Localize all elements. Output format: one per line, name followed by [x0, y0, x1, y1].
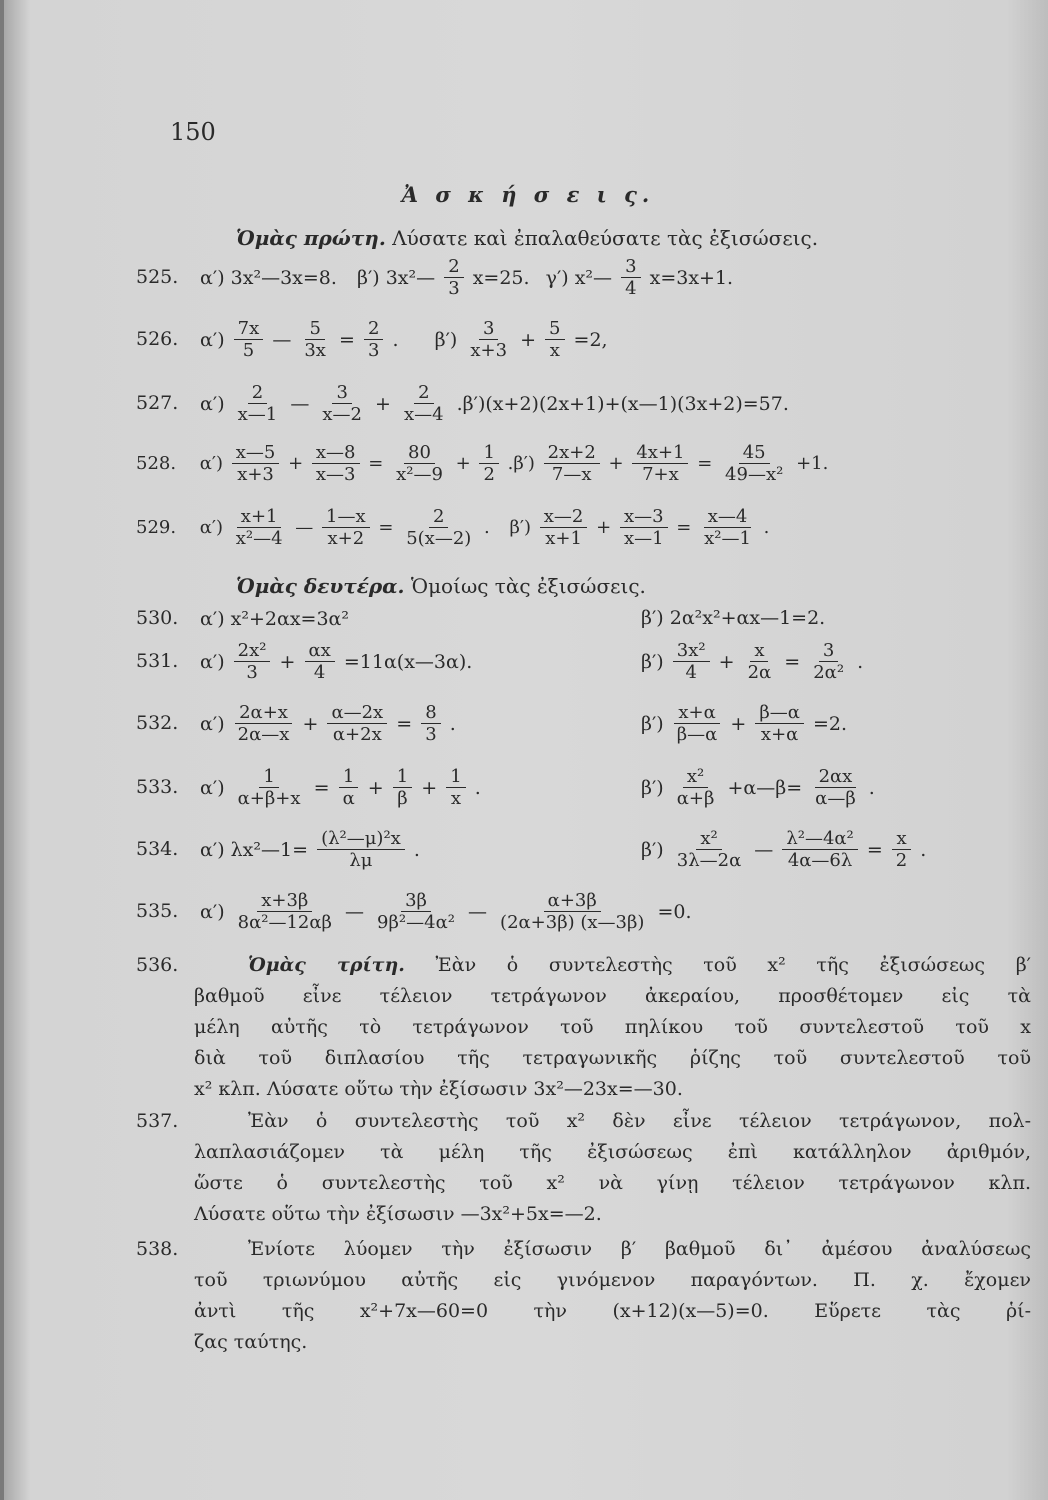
exercise-525 [136, 256, 1028, 299]
exercise-number: 529. [136, 516, 177, 538]
fraction: $\frac{1}{2}$ [479, 442, 498, 485]
exercise-number: 538. [136, 1238, 179, 1260]
exercise-number: 528. [136, 452, 177, 474]
exercise-532 [136, 702, 1028, 745]
part-c-prefix: γ′) x²— [545, 266, 613, 289]
page-number: 150 [170, 118, 216, 146]
exercise-527 [136, 382, 1028, 425]
part-b-label: β′) [641, 712, 664, 735]
fraction: $\frac{1}{\alpha}$ [339, 766, 359, 809]
part-b-label: β′) [509, 517, 532, 538]
group-one-label: Ὁμὰς πρώτη. [236, 226, 386, 250]
fraction: $\frac{x—8}{x—3}$ [312, 442, 360, 485]
operator: + [288, 453, 304, 474]
fraction: $\frac{2}{5(x—2)}$ [406, 506, 472, 549]
group-two-text: Ὁμοίως τὰς ἐξισώσεις. [410, 574, 646, 598]
exercise-number: 525. [136, 265, 179, 288]
fraction: $\frac{2\alpha+x}{2\alpha—x}$ [234, 702, 294, 745]
exercise-530 [136, 607, 1028, 630]
part-b-label: β′) [641, 650, 664, 673]
fraction: $\frac{5}{3x}$ [304, 318, 326, 361]
part-a-suffix: =11α(x—3α). [343, 650, 473, 673]
exercise-534 [136, 828, 1028, 871]
text-line: τοῦ τριωνύμου αὐτῆς εἰς γινόμενον παραγόντων. Π. χ. ἔχομεν [194, 1269, 1031, 1291]
group-two-heading [236, 574, 646, 598]
operator: + [375, 392, 391, 415]
exercise-531 [136, 640, 1028, 683]
operator: = [396, 712, 413, 735]
fraction: $\frac{\text{(λ²—μ)²x}}{\lambda\mu}$ [317, 828, 405, 871]
fraction: $\frac{45}{\text{49—x²}}$ [725, 442, 784, 485]
fraction: $\frac{80}{\text{x²—9}}$ [396, 442, 443, 485]
exercise-number: 531. [136, 649, 179, 672]
exercise-number: 527. [136, 391, 179, 414]
operator: = [676, 517, 692, 538]
exercise-536 [136, 950, 1031, 1105]
exercise-number: 526. [136, 327, 179, 350]
operator: + [608, 453, 624, 474]
fraction: $\frac{1}{\alpha+\beta+x}$ [237, 766, 301, 809]
text-line: λαπλασιάζομεν τὰ μέλη τῆς ἐξισώσεως ἐπὶ κατάλληλον ἀριθμόν, [194, 1141, 1031, 1163]
exercise-number: 535. [136, 899, 179, 922]
fraction: $\frac{\alpha x}{4}$ [305, 640, 335, 683]
part-b-middle: +α—β= [727, 776, 803, 799]
fraction: $\frac{\text{x²}}{3\lambda—2\alpha}$ [676, 828, 742, 871]
fraction: $\frac{\text{2x²}}{3}$ [234, 640, 271, 683]
operator: = [339, 328, 355, 351]
operator: — [295, 517, 314, 538]
fraction: $\frac{1}{x}$ [446, 766, 465, 809]
punctuation: . [857, 650, 864, 673]
exercise-533 [136, 766, 1028, 809]
fraction: $\frac{3}{x—2}$ [322, 382, 362, 425]
part-a: α′) x²+2αx=3α² [200, 608, 349, 630]
text-line: ὥστε ὁ συντελεστὴς τοῦ x² νὰ γίνῃ τέλειον τετράγωνον κλπ. [194, 1172, 1031, 1194]
operator: = [784, 650, 801, 673]
operator: — [290, 392, 310, 415]
exercise-text [194, 1106, 1031, 1230]
text-line: μέλη αὐτῆς τὸ τετράγωνον τοῦ πηλίκου τοῦ συντελεστοῦ τοῦ x [194, 1016, 1031, 1038]
part-a-label: α′) [200, 392, 225, 415]
book-page [4, 0, 1048, 1500]
fraction: $\frac{x+\alpha}{\beta—\alpha}$ [673, 702, 722, 745]
group-two-label: Ὁμὰς δευτέρα. [236, 574, 405, 598]
exercise-538 [136, 1234, 1031, 1358]
exercise-number: 537. [136, 1110, 179, 1132]
operator: — [468, 900, 487, 923]
group-three-label: Ὁμὰς τρίτη. [248, 954, 405, 976]
operator: + [718, 650, 735, 673]
exercise-number: 536. [136, 954, 179, 976]
fraction: $\frac{1—x}{x+2}$ [322, 506, 370, 549]
fraction: $\frac{\text{λ²—4α²}}{4\alpha—6\lambda}$ [782, 828, 857, 871]
operator: + [596, 517, 612, 538]
exercise-number: 534. [136, 837, 179, 860]
text-line: Ἐὰν ὁ συντελεστὴς τοῦ x² δὲν εἶνε τέλειον τετράγωνον, πολ- [248, 1110, 1031, 1132]
text-line: Ὁμὰς τρίτη. Ἐὰν ὁ συντελεστὴς τοῦ x² τῆς ἐξισώσεως β′ [248, 954, 1031, 976]
fraction: $\frac{1}{\beta}$ [393, 766, 412, 809]
operator: = [697, 453, 713, 474]
part-c-suffix: x=3x+1. [649, 266, 734, 289]
exercise-537 [136, 1106, 1031, 1230]
operator: = [368, 453, 384, 474]
part-b-label: β′) [641, 776, 664, 799]
fraction: $\frac{2\alpha x}{\alpha—\beta}$ [815, 766, 856, 809]
fraction: $\frac{4x+1}{7+x}$ [632, 442, 688, 485]
exercise-528 [136, 442, 1028, 485]
part-a-label: α′) [200, 650, 225, 673]
fraction: $\frac{3\beta}{\text{9β²—4α²}}$ [377, 890, 455, 933]
part-b-label: β′) [434, 328, 458, 351]
fraction: $\frac{2}{3}$ [364, 318, 383, 361]
text-line: ἀντὶ τῆς x²+7x—60=0 τὴν (x+12)(x—5)=0. Εὕρετε τὰς ῥί- [194, 1300, 1031, 1322]
text-line: Λύσατε οὕτω τὴν ἐξίσωσιν —3x²+5x=—2. [194, 1203, 602, 1225]
fraction: $\frac{2}{x—4}$ [403, 382, 444, 425]
fraction: $\frac{x—2}{x+1}$ [540, 506, 588, 549]
exercise-535 [136, 890, 1028, 933]
operator: + [730, 712, 747, 735]
operator: = [866, 838, 883, 861]
punctuation: . [474, 776, 481, 799]
fraction: $\frac{3}{\text{2α²}}$ [813, 640, 845, 683]
part-b [641, 766, 875, 809]
operator: — [754, 838, 774, 861]
fraction: $\frac{2}{x—1}$ [237, 382, 278, 425]
fraction: $\frac{2x+2}{7—x}$ [544, 442, 600, 485]
part-b: β′) 2α²x²+αx—1=2. [641, 607, 826, 629]
exercise-number: 533. [136, 775, 179, 798]
part-a: α′) 3x²—3x=8. [200, 266, 337, 289]
text-line: βαθμοῦ εἶνε τέλειον τετράγωνον ἀκεραίου, προσθέτομεν εἰς τὰ [194, 985, 1031, 1007]
operator: — [272, 328, 292, 351]
text-line: Ἐνίοτε λύομεν τὴν ἐξίσωσιν β′ βαθμοῦ δι᾽ ἀμέσου ἀναλύσεως [248, 1238, 1031, 1260]
punctuation: . [392, 328, 399, 351]
fraction: $\frac{x+3\beta}{\text{8α²—12αβ}}$ [237, 890, 332, 933]
fraction: $\frac{x}{2\alpha}$ [747, 640, 772, 683]
part-a-label: α′) [199, 517, 223, 538]
fraction: $\frac{3}{x+3}$ [470, 318, 508, 361]
exercise-529 [136, 506, 1028, 549]
punctuation: . [868, 776, 875, 799]
text-line: x² κλπ. Λύσατε οὕτω τὴν ἐξίσωσιν 3x²—23x=—30. [194, 1078, 683, 1100]
exercise-526 [136, 318, 1028, 361]
punctuation: . [920, 838, 927, 861]
part-b-prefix: β′) 3x²— [356, 266, 436, 289]
part-a-label: α′) [200, 328, 225, 351]
exercise-number: 532. [136, 711, 179, 734]
text-line: διὰ τοῦ διπλασίου τῆς τετραγωνικῆς ῥίζης τοῦ συντελεστοῦ τοῦ [194, 1047, 1031, 1069]
operator: + [421, 776, 438, 799]
fraction: $\frac{8}{3}$ [421, 702, 440, 745]
fraction: $\frac{x—5}{x+3}$ [232, 442, 280, 485]
operator: = [313, 776, 330, 799]
punctuation: . [449, 712, 456, 735]
fraction: $\frac{\alpha+3\beta}{(2\alpha+3\beta) (x—3\beta)}$ [500, 890, 645, 933]
operator: + [520, 328, 536, 351]
part-a-label: α′) [200, 712, 225, 735]
fraction: $\frac{3}{4}$ [621, 256, 640, 299]
equation-end: =2, [573, 328, 608, 351]
group-one-heading [236, 226, 818, 250]
part-b-label: β′) [641, 838, 664, 861]
fraction: $\frac{2}{3}$ [444, 256, 463, 299]
operator: + [279, 650, 296, 673]
exercise-text [194, 1234, 1031, 1358]
exercise-text [194, 950, 1031, 1105]
operator: + [302, 712, 319, 735]
fraction: $\frac{5}{x}$ [545, 318, 564, 361]
part-b [641, 828, 926, 871]
fraction: $\frac{x—3}{x—1}$ [620, 506, 668, 549]
operator: + [455, 453, 471, 474]
exercise-number: 530. [136, 607, 179, 629]
part-a-label: α′) [200, 776, 225, 799]
part-b: .β′)(x+2)(2x+1)+(x—1)(3x+2)=57. [456, 392, 789, 415]
operator: = [378, 517, 394, 538]
punctuation: . [763, 517, 770, 538]
part-a: α′) λx²—1= [200, 838, 309, 861]
part-a-label: α′) [199, 453, 223, 474]
operator: — [345, 900, 364, 923]
fraction: $\frac{\text{x²}}{\alpha+\beta}$ [676, 766, 715, 809]
fraction: $\frac{x+1}{\text{x²—4}}$ [235, 506, 283, 549]
part-a-label: α′) [200, 900, 225, 923]
part-b-label: .β′) [507, 453, 535, 474]
fraction: $\frac{\alpha—2x}{\alpha+2x}$ [327, 702, 387, 745]
punctuation: . [413, 838, 420, 861]
fraction: $\frac{x—4}{\text{x²—1}}$ [704, 506, 751, 549]
fraction: $\frac{x}{2}$ [892, 828, 911, 871]
equation-end: =2. [812, 712, 848, 735]
equation-end: +1. [796, 453, 829, 474]
text-line: ζας ταύτης. [194, 1331, 308, 1353]
fraction: $\frac{\text{3x²}}{4}$ [673, 640, 710, 683]
group-one-text: Λύσατε καὶ ἐπαλαθεύσατε τὰς ἐξισώσεις. [392, 226, 819, 250]
operator: + [367, 776, 384, 799]
part-b-suffix: x=25. [472, 266, 530, 289]
fraction: $\frac{7x}{5}$ [234, 318, 264, 361]
equation-end: =0. [657, 900, 692, 923]
section-heading: Ἀ σ κ ή σ ε ι ς. [401, 182, 655, 207]
punctuation: . [484, 517, 490, 538]
part-b [641, 702, 847, 745]
part-b [641, 640, 863, 683]
fraction: $\frac{\beta—\alpha}{x+\alpha}$ [755, 702, 804, 745]
